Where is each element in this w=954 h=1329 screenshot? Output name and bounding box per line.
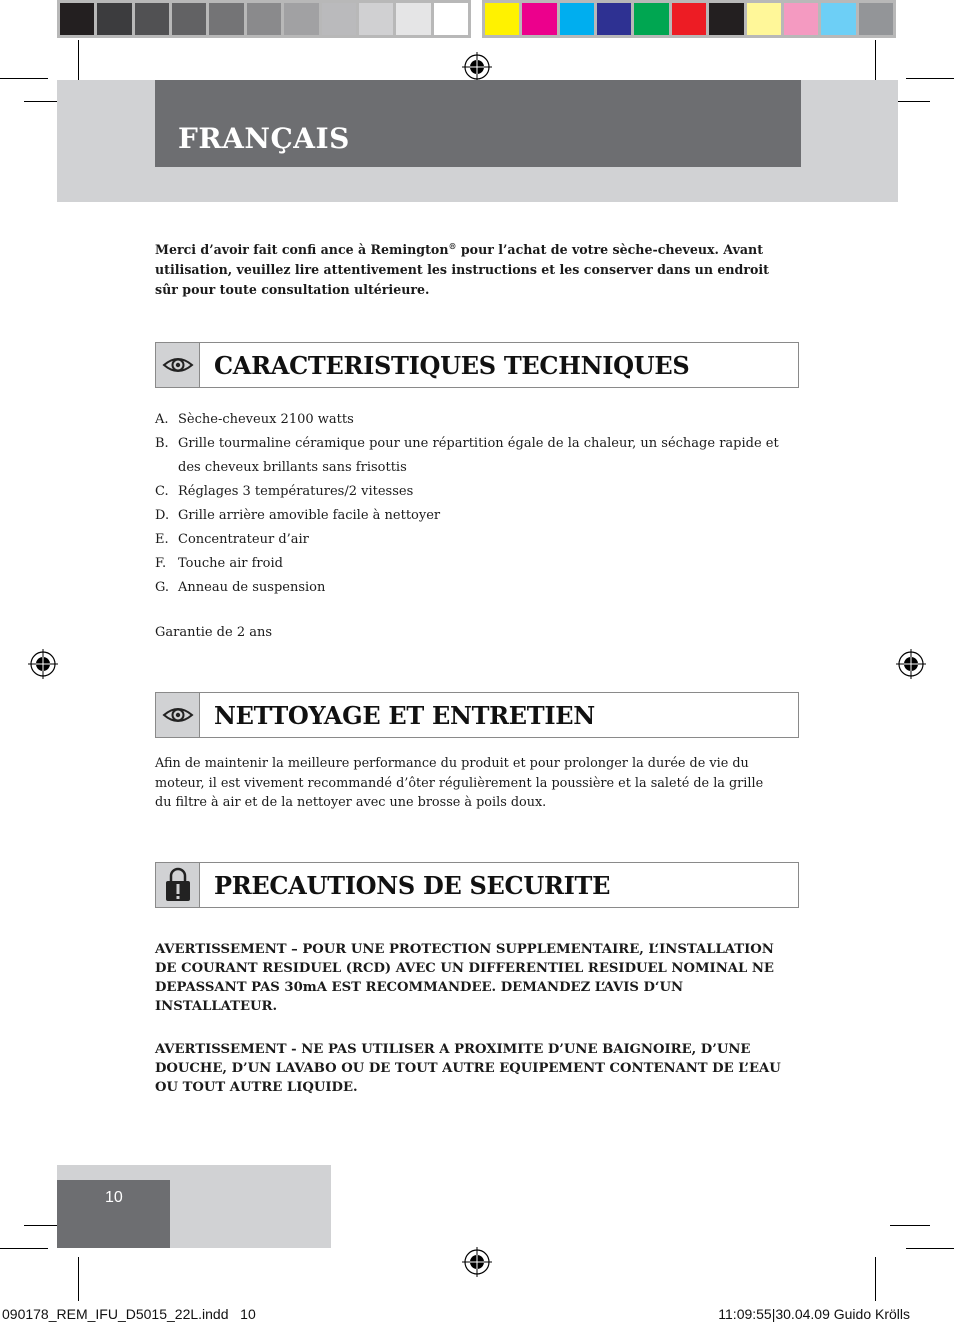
color-swatch xyxy=(634,3,668,35)
warning-paragraph: AVERTISSEMENT - NE PAS UTILISER A PROXIMITE D’UNE BAIGNOIRE, D’UNE DOUCHE, D’UN LAVABO OU DE TOUT AUTRE EQUIPEMENT CONTENANT DE L’EAU OU TOUT AUTRE LIQUIDE. xyxy=(155,1042,781,1095)
eye-icon xyxy=(162,355,194,375)
color-swatch xyxy=(172,3,206,35)
intro-paragraph xyxy=(155,236,780,300)
crop-mark xyxy=(0,1248,48,1249)
color-calibration-strip xyxy=(482,0,896,38)
list-text: Sèche-cheveux 2100 watts xyxy=(178,412,354,427)
registration-mark-icon xyxy=(896,649,926,679)
warning-lock-icon xyxy=(163,867,193,903)
color-swatch xyxy=(209,3,243,35)
crop-mark xyxy=(906,1248,954,1249)
crop-mark xyxy=(78,1257,79,1301)
color-swatch xyxy=(522,3,556,35)
crop-mark xyxy=(875,1257,876,1301)
crop-mark xyxy=(906,78,954,79)
list-item xyxy=(155,576,785,600)
gray-calibration-strip xyxy=(57,0,471,38)
list-item xyxy=(155,552,785,576)
list-letter: F. xyxy=(155,556,167,571)
list-text: Concentrateur d’air xyxy=(178,532,309,547)
timestamp-slug: 11:09:55|30.04.09 Guido Krölls xyxy=(718,1306,910,1322)
intro-text-end: pour l’achat de votre sèche-cheveux. Avant utilisation, veuillez lire attentivement les instructions et les conserver dans un endroit sûr pour toute consultation ultérieure. xyxy=(155,242,769,298)
list-text: Grille tourmaline céramique pour une répartition égale de la chaleur, un séchage rapide et des cheveux brillants sans frisottis xyxy=(178,436,779,475)
registration-mark-icon xyxy=(462,1247,492,1277)
warranty-text: Garantie de 2 ans xyxy=(155,625,273,640)
color-swatch xyxy=(672,3,706,35)
spec-list xyxy=(155,408,785,600)
list-item xyxy=(155,504,785,528)
warning-paragraph: AVERTISSEMENT – POUR UNE PROTECTION SUPPLEMENTAIRE, L‘INSTALLATION DE COURANT RESIDUEL (RCD) AVEC UN DIFFERENTIEL RESIDUEL NOMINAL NE DEPASSANT PAS 30mA EST RECOMMANDEE. DEMANDEZ L‘AVIS D‘UN INSTALLATEUR. xyxy=(155,942,774,1014)
list-letter: C. xyxy=(155,484,169,499)
list-item xyxy=(155,528,785,552)
section-icon-cell xyxy=(156,863,200,907)
registration-mark-icon xyxy=(462,52,492,82)
cleaning-paragraph: Afin de maintenir la meilleure performance du produit et pour prolonger la durée de vie du moteur, il est vivement recommandé d’ôter régulièrement la poussière et la saleté de la grille du filtre à air et de la nettoyer avec une brosse à poils doux. xyxy=(155,756,764,810)
list-item xyxy=(155,408,785,432)
color-swatch xyxy=(709,3,743,35)
color-swatch xyxy=(859,3,893,35)
section-header-specs xyxy=(155,342,799,388)
list-letter: B. xyxy=(155,436,169,451)
list-letter: A. xyxy=(155,412,169,427)
file-slug: 090178_REM_IFU_D5015_22L.indd 10 xyxy=(2,1306,256,1322)
color-swatch xyxy=(284,3,318,35)
section-icon-cell xyxy=(156,693,200,737)
section-icon-cell xyxy=(156,343,200,387)
page-number: 10 xyxy=(105,1189,123,1206)
color-swatch xyxy=(97,3,131,35)
color-swatch xyxy=(485,3,519,35)
eye-icon xyxy=(162,705,194,725)
page-title: FRANÇAIS xyxy=(178,122,350,155)
section-header-safety xyxy=(155,862,799,908)
crop-mark xyxy=(890,1225,930,1226)
list-item xyxy=(155,432,785,480)
section-title: NETTOYAGE ET ENTRETIEN xyxy=(214,701,595,730)
crop-mark xyxy=(0,78,48,79)
list-letter: D. xyxy=(155,508,170,523)
color-swatch xyxy=(821,3,855,35)
section-header-cleaning xyxy=(155,692,799,738)
list-letter: E. xyxy=(155,532,169,547)
color-swatch xyxy=(784,3,818,35)
color-swatch xyxy=(359,3,393,35)
color-swatch xyxy=(747,3,781,35)
list-text: Réglages 3 températures/2 vitesses xyxy=(178,484,414,499)
color-swatch xyxy=(322,3,356,35)
color-swatch xyxy=(434,3,468,35)
list-letter: G. xyxy=(155,580,170,595)
color-swatch xyxy=(247,3,281,35)
list-text: Grille arrière amovible facile à nettoyer xyxy=(178,508,441,523)
list-item xyxy=(155,480,785,504)
intro-text-start: Merci d’avoir fait confi ance à Remington xyxy=(155,242,449,258)
list-text: Anneau de suspension xyxy=(178,580,326,595)
color-swatch xyxy=(560,3,594,35)
color-swatch xyxy=(597,3,631,35)
color-swatch xyxy=(135,3,169,35)
color-swatch xyxy=(396,3,430,35)
list-text: Touche air froid xyxy=(178,556,283,571)
registered-mark: ® xyxy=(448,241,457,251)
section-title: CARACTERISTIQUES TECHNIQUES xyxy=(214,351,690,380)
section-title: PRECAUTIONS DE SECURITE xyxy=(214,871,611,900)
registration-mark-icon xyxy=(28,649,58,679)
color-swatch xyxy=(60,3,94,35)
